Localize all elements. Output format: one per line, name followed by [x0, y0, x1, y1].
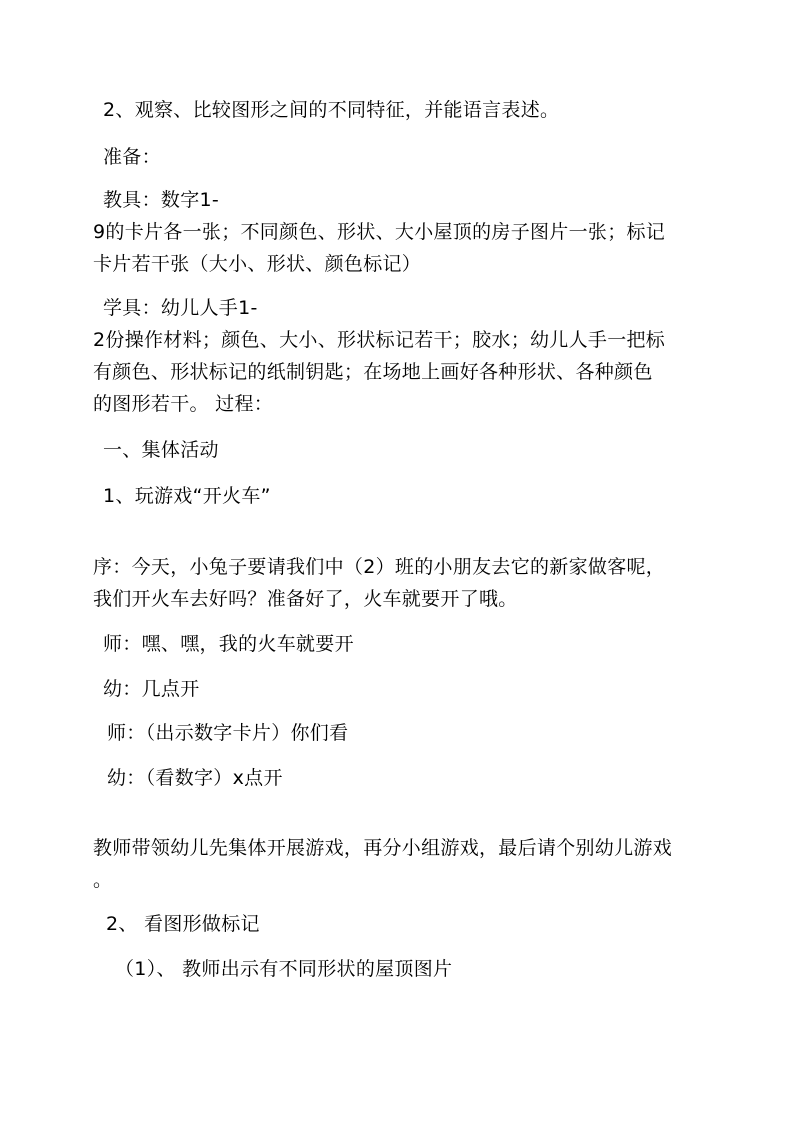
- goal-2-line: 2、观察、比较图形之间的不同特征，并能语言表述。: [103, 99, 560, 121]
- teaching-aids-line-2: 9的卡片各一张；不同颜色、形状、大小屋顶的房子图片一张；标记: [93, 221, 666, 243]
- teacher-line-2: 师：（出示数字卡片）你们看: [107, 722, 349, 744]
- intro-line: 序：今天，小兔子要请我们中（2）班的小朋友去它的新家做客呢，: [93, 556, 666, 578]
- learning-tools-line-3: 有颜色、形状标记的纸制钥匙；在场地上画好各种形状、各种颜色: [93, 361, 653, 383]
- child-line-1: 幼：几点开: [103, 678, 200, 700]
- teacher-line-1: 师：嘿、嘿，我的火车就要开: [103, 633, 354, 655]
- shape-marking-heading: 2、 看图形做标记: [106, 913, 260, 935]
- game-train-heading: 1、玩游戏“开火车”: [103, 485, 271, 507]
- intro-line-2: 我们开火车去好吗？准备好了，火车就要开了哦。: [93, 588, 518, 610]
- child-line-2: 幼：（看数字）x点开: [107, 767, 283, 789]
- learning-tools-line-2: 2份操作材料；颜色、大小、形状标记若干；胶水；幼儿人手一把标: [93, 329, 666, 351]
- teaching-aids-line-3: 卡片若干张（大小、形状、颜色标记）: [93, 253, 422, 275]
- section-1-heading: 一、集体活动: [103, 439, 219, 461]
- teaching-aids-line: 教具：数字1-: [103, 189, 220, 211]
- preparation-heading: 准备：: [103, 146, 161, 168]
- learning-tools-line-4: 的图形若干。 过程：: [93, 393, 274, 415]
- teacher-leads-line: 教师带领幼儿先集体开展游戏，再分小组游戏，最后请个别幼儿游戏: [93, 837, 673, 859]
- learning-tools-line: 学具：幼儿人手1-: [103, 297, 258, 319]
- teacher-leads-line-2: 。: [93, 869, 113, 891]
- roof-picture-line: （1）、 教师出示有不同形状的屋顶图片: [115, 958, 453, 980]
